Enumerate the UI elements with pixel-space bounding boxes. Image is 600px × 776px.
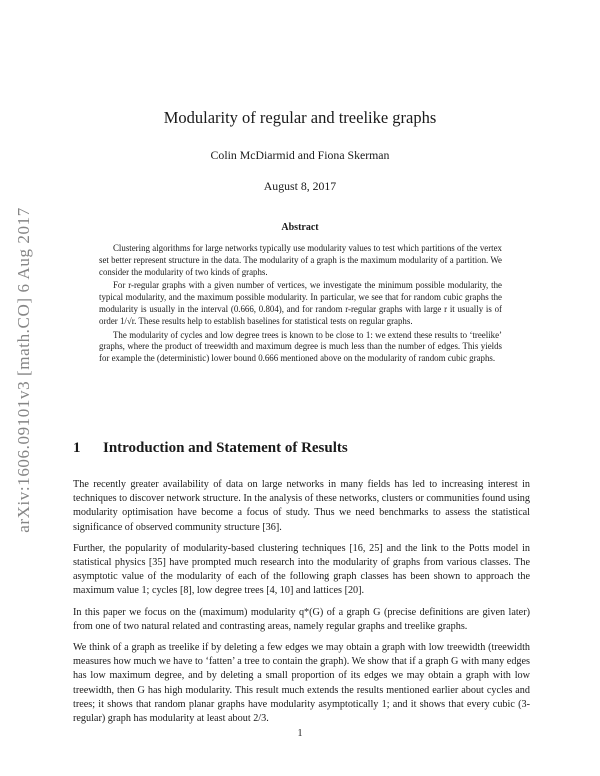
- body-paragraph: We think of a graph as treelike if by deleting a few edges we may obtain a graph with low treewidth (treewidth measures how much we have to ‘fatten’ a tree to contain the graph). We show that if a graph G with many edges has low maximum degree, and by deleting a small proportion of its edges we may obtain a graph with low treewidth, then G has high modularity. This result much extends the results mentioned earlier about cycles and trees; it shows that random planar graphs have modularity asymptotically 1; and it shows that every cubic (3-regular) graph has modularity at least about 2/3.: [73, 642, 530, 725]
- section-title: Introduction and Statement of Results: [103, 440, 348, 456]
- paper-authors: Colin McDiarmid and Fiona Skerman: [210, 148, 390, 162]
- abstract-paragraph: For r-regular graphs with a given number of vertices, we investigate the minimum possible modularity, the typical modularity, and the maximum possible modularity. In particular, we see that for random cubic graphs the modularity is usually in the interval (0.666, 0.804), and for random r-regular graphs with large r it usually is of order 1/√r. These results help to establish baselines for statistical tests on regular graphs.: [99, 280, 502, 326]
- section-number: 1: [73, 440, 81, 456]
- body-paragraph: Further, the popularity of modularity-based clustering techniques [16, 25] and the link to the Potts model in statistical physics [35] have prompted much research into the modularity of graphs from various classes. The asymptotic value of the modularity of each of the following graph classes has been shown to approach the maximum value 1; cycles [8], low degree trees [4, 10] and lattices [20].: [73, 542, 530, 597]
- abstract-block: [99, 243, 502, 367]
- section-heading: [73, 440, 533, 457]
- page-number: 1: [297, 728, 303, 739]
- paper-title: Modularity of regular and treelike graphs: [163, 108, 437, 127]
- abstract-paragraph: Clustering algorithms for large networks typically use modularity values to test which partitions of the vertex set better represent structure in the data. The modularity of a graph is the maximum modularity of a partition. We consider the modularity of two kinds of graphs.: [99, 243, 502, 277]
- body-paragraph: The recently greater availability of data on large networks in many fields has led to increasing interest in techniques to discover network structure. In the analysis of these networks, clusters or communities found using modularity optimisation have become a focus of study. Thus we need benchmarks to assess the statistical significance of observed community structure [36].: [73, 479, 530, 533]
- arxiv-identifier-text: arXiv:1606.09101v3 [math.CO] 6 Aug 2017: [14, 206, 33, 533]
- abstract-heading: Abstract: [281, 222, 319, 233]
- abstract-paragraph: The modularity of cycles and low degree trees is known to be close to 1: we extend these results to ‘treelike’ graphs, where the product of treewidth and maximum degree is much less than the number of edges. This yields for example the (deterministic) lower bound 0.666 mentioned above on the modularity of random cubic graphs.: [99, 329, 502, 364]
- arxiv-identifier-stamp: [4, 172, 44, 567]
- body-paragraph: In this paper we focus on the (maximum) modularity q*(G) of a graph G (precise definitions are given later) from one of two natural related and contrasting areas, namely regular graphs and treelike graphs.: [73, 606, 530, 632]
- paper-date: August 8, 2017: [263, 179, 337, 193]
- body-text: [73, 478, 530, 733]
